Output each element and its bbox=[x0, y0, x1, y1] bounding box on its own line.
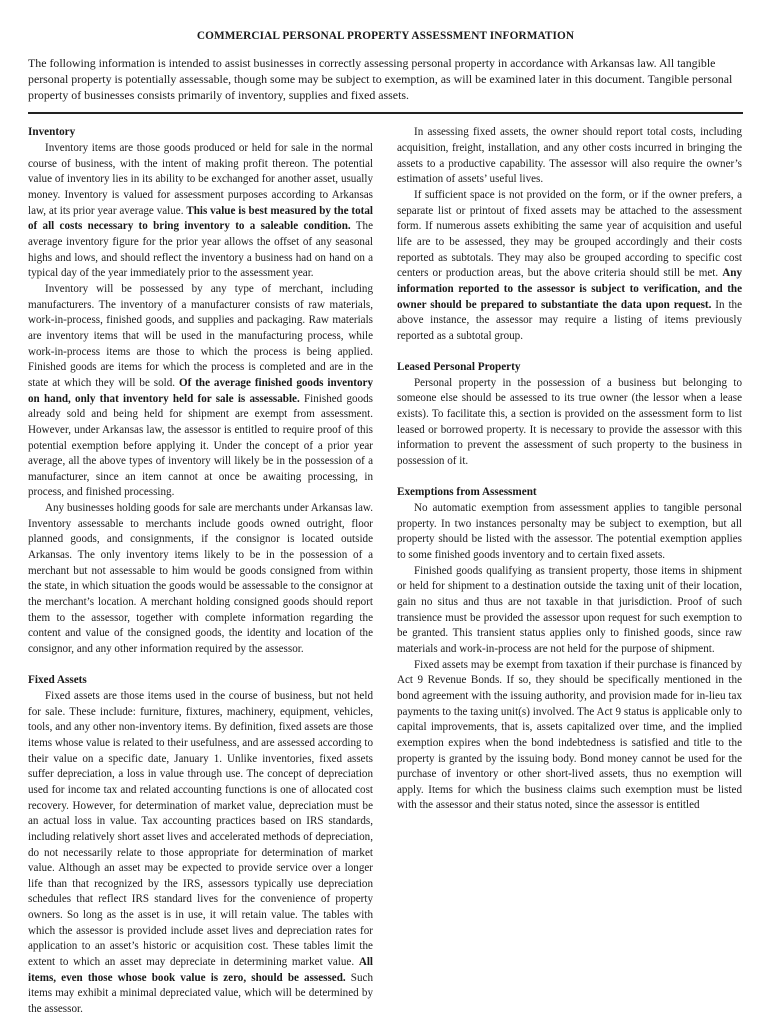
inventory-paragraph-1 bbox=[28, 141, 373, 282]
fixed-assets-paragraph-2: In assessing fixed assets, the owner should report total costs, including acquisition, freight, installation, and any other costs incurred in bringing the assets to a productive capability. The assessor will also require the owner’s estimation of assets’ useful lives. bbox=[397, 126, 742, 186]
fixed-assets-p3-text-a: If sufficient space is not provided on the form, or if the owner prefers, a separate list or printout of fixed assets may be attached to the assessment form. If numerous assets exhibiting the same year of acquisition and useful life are to be assessed, they may be grouped accordingly and their costs reported as subtotals. They may also be grouped according to specific cost centers or production areas, but the above criteria should still be met. bbox=[397, 189, 742, 280]
inventory-p1-bold: This value is best measured by the total of all costs necessary to bring inventory to a saleable condition. bbox=[28, 204, 373, 233]
fixed-assets-p1-text-b: Such items may exhibit a minimal depreciated value, which will be determined by the assessor. bbox=[28, 971, 373, 1016]
fixed-assets-p3-text-b: In the above instance, the assessor may require a listing of items previously reported as a subtotal group. bbox=[397, 298, 742, 342]
fixed-assets-heading: Fixed Assets bbox=[28, 674, 87, 687]
inventory-p1-text-a: Inventory items are those goods produced or held for sale in the normal course of business, with the intent of making profit thereon. The potential value of inventory lies in its ability to be exchanged for another asset, usually money. Inventory is valued for assessment purposes according to Arkansas law, at its prior year average value. bbox=[28, 142, 373, 217]
inventory-p1-text-b: The average inventory figure for the prior year allows the offset of any seasonal highs and lows, and should reflect the inventory a business had on hand on a typical day of the year immediately prior to the assessment year. bbox=[28, 220, 374, 280]
fixed-assets-paragraph-3 bbox=[397, 188, 742, 345]
two-column-body bbox=[28, 125, 743, 1017]
fixed-assets-p3-bold: Any information reported to the assessor is subject to verification, and the owner should be prepared to substantiate the data upon request. bbox=[397, 267, 742, 311]
section-divider bbox=[28, 112, 743, 114]
inventory-p2-text-b: Finished goods already sold and being held for shipment are exempt from assessment. However, under Arkansas law, the assessor is entitled to require proof of this potential exemption before applying it. Under the concept of a prior year average, all the above types of inventory will likely be in the possession of a manufacturer, since an item cannot at once be awaiting processing, in process, and finished processing. bbox=[28, 392, 373, 499]
intro-paragraph: The following information is intended to assist businesses in correctly assessing personal property in accordance with Arkansas law. All tangible personal property is potentially assessable, though some may be subject to exemption, as will be examined later in this document. Tangible personal property of businesses consists primarily of inventory, supplies and fixed assets. bbox=[28, 56, 733, 102]
document-title: COMMERCIAL PERSONAL PROPERTY ASSESSMENT INFORMATION bbox=[196, 30, 575, 42]
inventory-paragraph-2 bbox=[28, 282, 373, 501]
fixed-assets-p1-text-a: Fixed assets are those items used in the course of business, but not held for sale. These include: furniture, fixtures, machinery, equipment, vehicles, tools, and any other non-inventory items. By definition, fixed assets are those items whose value is related to their usefulness, and are assessed according to their value on a specific date, January 1. Unlike inventories, fixed assets suffer depreciation, a loss in value through use. The concept of depreciation used for income tax and related accounting functions is one of allocated cost recovery. However, for determination of market value, depreciation must be an actual loss in value. Tax accounting practices based on IRS standards, including relatively short asset lives and accelerated methods of depreciation, do not necessarily relate to those appropriate for determination of market value. Although an asset may be expected to provide service over a longer life than that recognized by the IRS, assessors typically use depreciation schedules that reflect IRS standard lives for the convenience of property owners. So long as the asset is in use, it will retain value. The tables with which the assessor is provided include asset lives and depreciation rates for application to an asset’s historic or acquisition cost. These tables limit the extent to which an asset may depreciate in determining market value. bbox=[28, 689, 373, 969]
exemptions-heading: Exemptions from Assessment bbox=[397, 486, 537, 499]
exemptions-paragraph-3: Fixed assets may be exempt from taxation if their purchase is financed by Act 9 Revenue Bonds. If so, they should be specifically mentioned in the bond agreement with the issuing authority, and provision made for in-lieu tax payments to the taxing unit(s) involved. The Act 9 status is applicable only to capital improvements, that is, assets capitalized over time, and the implied exemption expires when the bond indebtedness is satisfied and title to the property is granted by the issuing body. Bond money cannot be used for the purchase of inventory or other short-lived assets, thus no exemption will apply. Items for which the business claims such exemption must be listed with the assessor and their status noted, since the assessor is entitled bbox=[397, 658, 742, 812]
fixed-assets-paragraph-1 bbox=[28, 689, 373, 1018]
right-column bbox=[397, 125, 742, 1017]
left-column bbox=[28, 125, 373, 1017]
exemptions-paragraph-1: No automatic exemption from assessment applies to tangible personal property. In two instances personalty may be subject to exemption, but all property should be listed with the assessor. The potential exemption applies to some finished goods inventory and to certain fixed assets. bbox=[397, 502, 742, 561]
fixed-assets-p1-bold: All items, even those whose book value is zero, should be assessed. bbox=[28, 956, 373, 984]
exemptions-paragraph-2: Finished goods qualifying as transient property, those items in shipment or held for shipment to a destination outside the taxing unit of their location, gain no situs and thus are not taxable in that jurisdiction. Proof of such transience must be provided the assessor upon request for such exemption to be granted. This transient status applies only to finished goods, since raw materials and work-in-process are not held for the purpose of shipment. bbox=[397, 564, 742, 655]
inventory-p2-text-a: Inventory will be possessed by any type of merchant, including manufacturers. The inventory of a manufacturer consists of raw materials, work-in-process, finished goods, and supplies and packaging. Raw materials are inventory items that will be used in the manufacturing process, while work-in-process items are those to which the process is being applied. Finished goods are items for which the process is completed and are in the state at which they will be sold. bbox=[28, 282, 373, 389]
leased-property-heading: Leased Personal Property bbox=[397, 361, 521, 374]
inventory-heading: Inventory bbox=[28, 126, 76, 139]
inventory-paragraph-3: Any businesses holding goods for sale are merchants under Arkansas law. Inventory assessable to merchants include goods owned outright, floor planned goods, and consignments, if the consignor is located outside Arkansas. The only inventory items likely to be in the possession of a merchant but not assessable to him would be goods consigned from within the state, in which situation the goods would be assessable to the consignor at the merchant’s location. A merchant holding consigned goods should report them to the assessor, together with complete information regarding the content and value of the consigned goods, the identity and location of the consignor, and any other information required by the assessor. bbox=[28, 502, 373, 656]
leased-property-paragraph: Personal property in the possession of a business but belonging to someone else should be assessed to its true owner (the lessor when a lease exists). To facilitate this, a section is provided on the assessment form to list leased or borrowed property. It is necessary to provide the assessor with this information to prevent the assessment of such property to the business in possession of it. bbox=[397, 376, 742, 468]
inventory-p2-bold: Of the average finished goods inventory on hand, only that inventory held for sale is assessable. bbox=[28, 376, 373, 405]
